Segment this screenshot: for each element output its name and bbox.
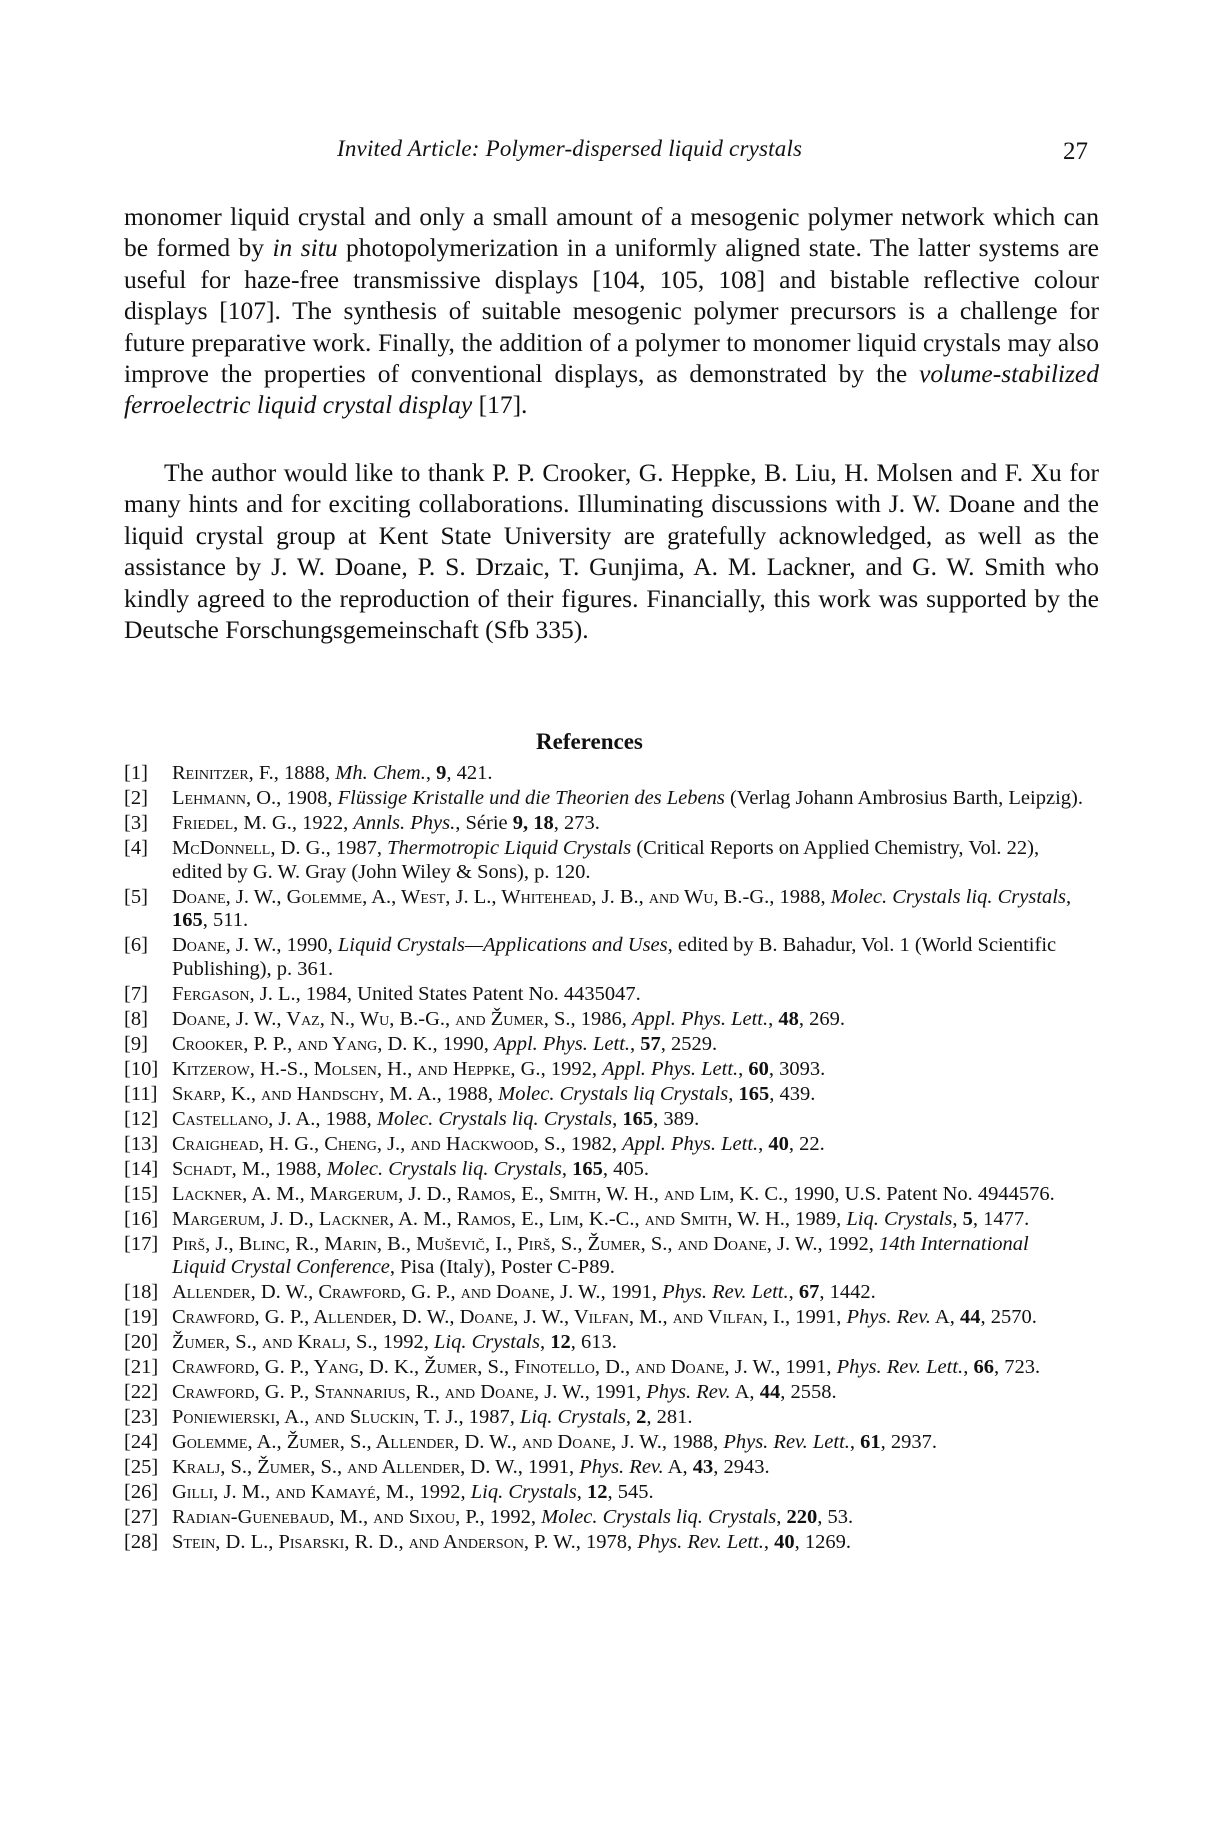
reference-authors: Craighead, H. G., Cheng, J., and Hackwood, S. xyxy=(172,1132,561,1155)
reference-title: Liq. Crystals xyxy=(846,1207,953,1230)
reference-text: , 613. xyxy=(570,1331,617,1354)
reference-text: , Pisa (Italy), Poster C-P89. xyxy=(389,1256,615,1279)
reference-volume: 43 xyxy=(692,1456,714,1478)
reference-text: , xyxy=(625,1406,637,1429)
reference-title: Liq. Crystals xyxy=(519,1406,626,1429)
reference-text: , 1991, xyxy=(600,1281,663,1304)
reference-number: [12] xyxy=(124,1107,159,1130)
reference-text: , 1477. xyxy=(972,1207,1030,1230)
reference-text: (Critical Reports on Applied Chemistry, Vol. 22), edited by G. W. Gray (John Wiley & Sons), p. 120. xyxy=(172,836,1040,883)
reference-text: , 53. xyxy=(817,1505,854,1528)
reference-text: , xyxy=(776,1505,787,1528)
reference-number: [7] xyxy=(124,982,148,1005)
italic-term-in-situ: in situ xyxy=(272,233,338,263)
reference-authors: Castellano, J. A. xyxy=(172,1107,316,1130)
reference-text: , 3093. xyxy=(768,1057,826,1080)
reference-entry xyxy=(124,787,1084,811)
reference-text: , xyxy=(576,1480,587,1503)
reference-authors: Poniewierski, A., and Sluckin, T. J. xyxy=(172,1406,459,1429)
reference-title: Phys. Rev. xyxy=(579,1456,664,1478)
reference-authors: Kitzerow, H.-S., Molsen, H., and Heppke, G. xyxy=(172,1057,541,1080)
reference-entry xyxy=(124,934,1084,981)
reference-text: , 281. xyxy=(646,1406,693,1429)
reference-title: Appl. Phys. Lett. xyxy=(632,1007,769,1030)
reference-volume: 40 xyxy=(774,1530,795,1553)
reference-text: , xyxy=(1065,885,1072,908)
reference-text: , 723. xyxy=(993,1356,1041,1379)
reference-text: , xyxy=(788,1281,799,1304)
reference-text: , 1978, xyxy=(575,1530,638,1553)
reference-volume: 5 xyxy=(962,1207,973,1230)
reference-text: , 1992, xyxy=(409,1480,471,1503)
reference-entry xyxy=(124,1431,1084,1455)
reference-text: , 1269. xyxy=(794,1530,851,1553)
reference-entry xyxy=(124,1531,1084,1555)
reference-text: , 1990, xyxy=(276,934,338,957)
reference-authors: Pirš, J., Blinc, R., Marin, B., Muševič, I., Pirš, S., Žumer, S., and Doane, J. W. xyxy=(172,1232,818,1255)
reference-number: [20] xyxy=(124,1331,159,1354)
reference-text: A, xyxy=(930,1306,960,1329)
reference-entry xyxy=(124,1158,1084,1182)
reference-text: , xyxy=(963,1356,974,1379)
reference-volume: 61 xyxy=(860,1431,881,1454)
reference-title: Appl. Phys. Lett. xyxy=(602,1057,739,1080)
reference-entry xyxy=(124,1281,1084,1305)
reference-text: , 273. xyxy=(553,811,600,834)
reference-volume: 165 xyxy=(622,1107,654,1130)
reference-title: Molec. Crystals liq. Crystals xyxy=(326,1157,562,1180)
reference-entry xyxy=(124,1331,1084,1355)
reference-title: Liquid Crystals—Applications and Uses xyxy=(337,934,668,957)
reference-text: , 1992, xyxy=(540,1057,603,1080)
reference-volume: 40 xyxy=(768,1132,789,1155)
reference-number: [8] xyxy=(124,1007,148,1030)
reference-number: [24] xyxy=(124,1431,159,1454)
reference-number: [16] xyxy=(124,1207,159,1230)
reference-text: , 2529. xyxy=(660,1032,718,1055)
reference-title: 14th International Liquid Crystal Conference xyxy=(172,1232,1029,1279)
reference-number: [6] xyxy=(124,934,148,957)
italic-term-vsflcd: volume-stabilized ferroelectric liquid crystal display xyxy=(124,359,1099,420)
reference-title: Molec. Crystals liq Crystals xyxy=(498,1082,729,1105)
reference-volume: 66 xyxy=(973,1356,994,1379)
reference-entry xyxy=(124,1008,1084,1032)
reference-entry xyxy=(124,1108,1084,1132)
reference-text: , 1888, xyxy=(273,762,336,784)
reference-volume: 220 xyxy=(786,1505,818,1528)
reference-text: , 2943. xyxy=(713,1456,770,1478)
reference-text: , xyxy=(849,1431,861,1454)
reference-title: Appl. Phys. Lett. xyxy=(622,1132,759,1155)
reference-text: , xyxy=(425,762,437,784)
paragraph-text: [17]. xyxy=(472,390,528,420)
reference-volume: 57 xyxy=(640,1032,661,1055)
reference-text: , xyxy=(630,1032,641,1055)
reference-volume: 12 xyxy=(586,1480,608,1503)
reference-number: [2] xyxy=(124,786,148,809)
reference-number: [21] xyxy=(124,1356,159,1379)
reference-authors: Stein, D. L., Pisarski, R. D., and Anderson, P. W. xyxy=(172,1530,576,1553)
reference-text: , 545. xyxy=(607,1480,654,1503)
reference-authors: Radian-Guenebaud, M., and Sixou, P. xyxy=(172,1505,480,1528)
reference-text: , 1990, xyxy=(432,1032,494,1055)
reference-entry xyxy=(124,1456,1084,1480)
reference-entry xyxy=(124,1381,1084,1405)
reference-text: , 511. xyxy=(202,909,249,932)
reference-text: , 1984, United States Patent No. 4435047. xyxy=(295,982,641,1005)
reference-volume: 9, 18 xyxy=(512,811,554,834)
reference-text: , edited by B. Bahadur, Vol. 1 (World Scientific Publishing), p. 361. xyxy=(172,934,1057,980)
reference-text: , xyxy=(539,1331,551,1354)
reference-number: [1] xyxy=(124,762,148,784)
reference-text: , xyxy=(738,1057,749,1080)
reference-text: , 269. xyxy=(798,1007,845,1030)
reference-authors: Friedel, M. G. xyxy=(172,811,292,834)
body-paragraph-conclusion xyxy=(124,201,1099,421)
reference-title: Molec. Crystals liq. Crystals xyxy=(830,885,1066,908)
reference-text: , xyxy=(758,1132,769,1155)
page-number: 27 xyxy=(1063,138,1088,165)
reference-text: , 2570. xyxy=(980,1306,1037,1329)
reference-volume: 2 xyxy=(636,1406,647,1429)
reference-title: Mh. Chem. xyxy=(335,762,426,784)
reference-authors: Kralj, S., Žumer, S., and Allender, D. W. xyxy=(172,1456,518,1478)
reference-title: Phys. Rev. xyxy=(646,1381,731,1404)
reference-authors: Doane, J. W., Vaz, N., Wu, B.-G., and Žumer, S. xyxy=(172,1007,571,1030)
reference-number: [27] xyxy=(124,1505,159,1528)
reference-title: Phys. Rev. xyxy=(846,1306,931,1329)
reference-authors: Crawford, G. P., Yang, D. K., Žumer, S., Finotello, D., and Doane, J. W. xyxy=(172,1356,776,1379)
reference-authors: Doane, J. W., Golemme, A., West, J. L., Whitehead, J. B., and Wu, B.-G. xyxy=(172,885,770,908)
reference-text: , xyxy=(763,1530,775,1553)
reference-authors: Skarp, K., and Handschy, M. A. xyxy=(172,1082,437,1105)
reference-number: [18] xyxy=(124,1281,159,1304)
reference-text: , 1991, xyxy=(784,1306,847,1329)
reference-entry xyxy=(124,1208,1084,1232)
reference-number: [23] xyxy=(124,1406,159,1429)
running-head: Invited Article: Polymer-dispersed liquid crystals xyxy=(337,136,803,161)
reference-title: Phys. Rev. Lett. xyxy=(723,1431,850,1454)
reference-text: , 1442. xyxy=(819,1281,876,1304)
reference-text: , 1992, xyxy=(479,1505,542,1528)
reference-volume: 44 xyxy=(959,1306,981,1329)
reference-authors: Crooker, P. P., and Yang, D. K. xyxy=(172,1032,433,1055)
reference-title: Liq. Crystals xyxy=(433,1331,540,1354)
paragraph-text: monomer liquid crystal and only a small amount of a mesogenic polymer network which can be formed by xyxy=(124,202,1099,263)
reference-text: A, xyxy=(663,1456,693,1478)
reference-title: Appl. Phys. Lett. xyxy=(493,1032,631,1055)
reference-text: , 1987, xyxy=(458,1406,520,1429)
reference-entry xyxy=(124,1133,1084,1157)
reference-text: , 1922, xyxy=(291,811,354,834)
reference-text: , 2937. xyxy=(880,1431,938,1454)
reference-entry xyxy=(124,1233,1084,1280)
reference-entry xyxy=(124,1083,1084,1107)
reference-authors: Lehmann, O. xyxy=(172,786,277,809)
references-heading: References xyxy=(536,729,643,754)
reference-authors: Žumer, S., and Kralj, S. xyxy=(172,1331,373,1354)
reference-text: , 1992, xyxy=(372,1331,434,1354)
reference-authors: Fergason, J. L. xyxy=(172,982,296,1005)
reference-authors: Allender, D. W., Crawford, G. P., and Doane, J. W. xyxy=(172,1281,601,1304)
reference-number: [3] xyxy=(124,811,148,834)
reference-text: , 1988, xyxy=(436,1082,499,1105)
reference-text: , 1988, xyxy=(315,1107,377,1130)
reference-text: (Verlag Johann Ambrosius Barth, Leipzig). xyxy=(724,786,1083,809)
reference-list xyxy=(124,762,1084,1556)
reference-number: [22] xyxy=(124,1381,159,1404)
reference-entry xyxy=(124,1406,1084,1430)
reference-volume: 9 xyxy=(436,762,447,784)
reference-entry xyxy=(124,1481,1084,1505)
reference-text: , 2558. xyxy=(780,1381,837,1404)
reference-entry xyxy=(124,1506,1084,1530)
reference-title: Phys. Rev. Lett. xyxy=(662,1281,789,1304)
acknowledgements-paragraph: The author would like to thank P. P. Crooker, G. Heppke, B. Liu, H. Molsen and F. Xu for many hints and for exciting collaborations. Illuminating discussions with J. W. Doane and the liquid crystal group at Kent State University are gratefully acknowledged, as well as the assistance by J. W. Doane, P. S. Drzaic, T. Gunjima, A. M. Lackner, and G. W. Smith who kindly agreed to the reproduction of their figures. Financially, this work was supported by the Deutsche Forschungsgemeinschaft (Sfb 335). xyxy=(124,458,1099,645)
reference-entry xyxy=(124,837,1084,884)
reference-text: , 1990, U.S. Patent No. 4944576. xyxy=(783,1182,1055,1205)
reference-text: , 1988, xyxy=(661,1431,724,1454)
reference-authors: Lackner, A. M., Margerum, J. D., Ramos, E., Smith, W. H., and Lim, K. C. xyxy=(172,1182,784,1205)
reference-text: , 22. xyxy=(788,1132,825,1155)
reference-volume: 48 xyxy=(778,1007,799,1030)
reference-number: [28] xyxy=(124,1530,159,1553)
reference-title: Molec. Crystals liq. Crystals xyxy=(376,1107,613,1130)
reference-text: , 1986, xyxy=(570,1007,633,1030)
reference-text: , 1987, xyxy=(325,836,388,859)
reference-entry xyxy=(124,1033,1084,1057)
reference-authors: Schadt, M. xyxy=(172,1157,266,1180)
reference-number: [14] xyxy=(124,1157,159,1180)
reference-entry xyxy=(124,812,1084,836)
reference-text: , 389. xyxy=(653,1107,700,1130)
reference-entry xyxy=(124,1306,1084,1330)
reference-authors: Gilli, J. M., and Kamayé, M. xyxy=(172,1480,410,1503)
reference-title: Flüssige Kristalle und die Theorien des Lebens xyxy=(337,786,725,809)
reference-text: , 421. xyxy=(446,762,493,784)
reference-title: Thermotropic Liquid Crystals xyxy=(387,836,632,859)
reference-text: , 1991, xyxy=(775,1356,837,1379)
reference-text: , 1988, xyxy=(265,1157,327,1180)
reference-text: , Série xyxy=(455,811,513,834)
reference-number: [9] xyxy=(124,1032,148,1055)
reference-authors: Crawford, G. P., Stannarius, R., and Doane, J. W. xyxy=(172,1381,585,1404)
reference-title: Phys. Rev. Lett. xyxy=(637,1530,764,1553)
reference-volume: 67 xyxy=(798,1281,820,1304)
reference-title: Molec. Crystals liq. Crystals xyxy=(541,1505,777,1528)
reference-volume: 44 xyxy=(759,1381,781,1404)
reference-authors: Margerum, J. D., Lackner, A. M., Ramos, E., Lim, K.-C., and Smith, W. H. xyxy=(172,1207,785,1230)
reference-entry xyxy=(124,762,1084,786)
reference-entry xyxy=(124,886,1084,933)
reference-text: , xyxy=(952,1207,963,1230)
reference-number: [4] xyxy=(124,836,148,859)
reference-title: Phys. Rev. Lett. xyxy=(836,1356,964,1379)
reference-text: , 405. xyxy=(602,1157,650,1180)
reference-title: Annls. Phys. xyxy=(353,811,456,834)
reference-title: Liq. Crystals xyxy=(470,1480,577,1503)
reference-authors: Golemme, A., Žumer, S., Allender, D. W., and Doane, J. W. xyxy=(172,1431,662,1454)
reference-text: , 1992, xyxy=(817,1232,879,1255)
reference-volume: 12 xyxy=(550,1331,571,1354)
reference-text: , 1991, xyxy=(584,1381,647,1404)
reference-number: [19] xyxy=(124,1306,159,1329)
reference-number: [11] xyxy=(124,1082,158,1105)
reference-text: A, xyxy=(730,1381,760,1404)
reference-number: [13] xyxy=(124,1132,159,1155)
reference-authors: Doane, J. W. xyxy=(172,934,277,957)
reference-authors: McDonnell, D. G. xyxy=(172,836,326,859)
reference-text: , 1991, xyxy=(517,1456,580,1478)
reference-volume: 60 xyxy=(748,1057,769,1080)
reference-authors: Crawford, G. P., Allender, D. W., Doane, J. W., Vilfan, M., and Vilfan, I. xyxy=(172,1306,785,1329)
reference-text: , xyxy=(728,1082,739,1105)
reference-entry xyxy=(124,1058,1084,1082)
reference-entry xyxy=(124,1356,1084,1380)
reference-text: , 1989, xyxy=(784,1207,847,1230)
reference-entry xyxy=(124,1183,1084,1207)
reference-authors: Reinitzer, F. xyxy=(172,762,274,784)
reference-number: [26] xyxy=(124,1480,159,1503)
reference-volume: 165 xyxy=(172,909,203,932)
reference-volume: 165 xyxy=(738,1082,770,1105)
reference-volume: 165 xyxy=(572,1157,603,1180)
reference-number: [15] xyxy=(124,1182,159,1205)
reference-text: , xyxy=(768,1007,779,1030)
reference-entry xyxy=(124,983,1084,1007)
reference-number: [25] xyxy=(124,1456,159,1478)
reference-text: , xyxy=(561,1157,573,1180)
reference-number: [10] xyxy=(124,1057,159,1080)
reference-number: [17] xyxy=(124,1232,159,1255)
reference-text: , 1982, xyxy=(560,1132,623,1155)
reference-text: , 1988, xyxy=(769,885,831,908)
reference-text: , xyxy=(612,1107,623,1130)
reference-text: , 1908, xyxy=(276,786,338,809)
reference-number: [5] xyxy=(124,885,148,908)
paragraph-text: photopolymerization in a uniformly aligned state. The latter systems are useful for haze-free transmissive displays [104, 105, 108] and bistable reflective colour displays [107]. The synthesis of suitable mesogenic polymer precursors is a challenge for future preparative work. Finally, the addition of a polymer to monomer liquid crystals may also improve the properties of conventional displays, as demonstrated by the xyxy=(124,233,1099,389)
reference-text: , 439. xyxy=(769,1082,816,1105)
